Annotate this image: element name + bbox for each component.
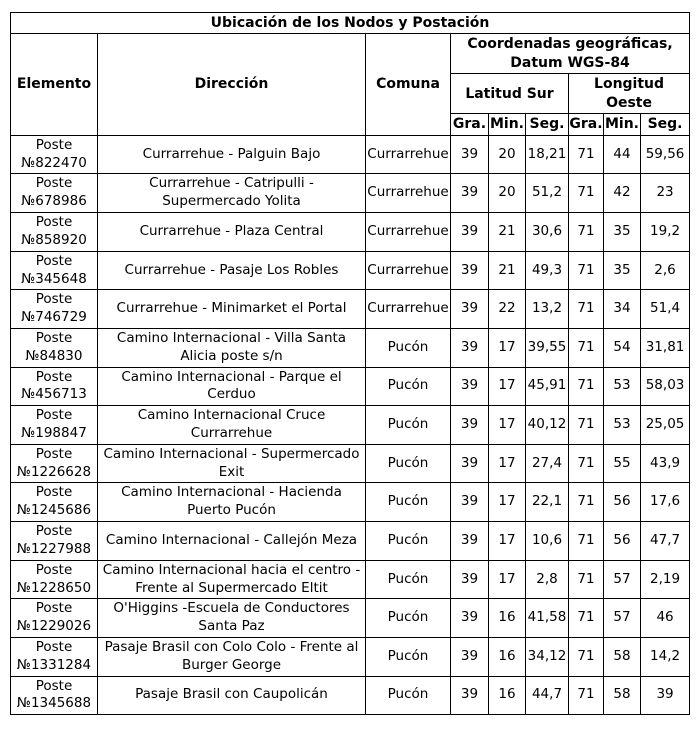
cell-comuna: Pucón	[366, 483, 451, 522]
cell-lat-seg: 39,55	[526, 328, 569, 367]
cell-lat-seg: 30,6	[526, 213, 569, 252]
cell-elemento: Poste №84830	[11, 328, 98, 367]
cell-lat-min: 17	[489, 483, 526, 522]
table-row	[11, 290, 690, 329]
table-title: Ubicación de los Nodos y Postación	[11, 13, 690, 34]
cell-lat-gra: 39	[451, 483, 489, 522]
cell-lat-seg: 44,7	[526, 676, 569, 715]
cell-elemento: Poste №1345688	[11, 676, 98, 715]
cell-lon-seg: 25,05	[641, 406, 690, 445]
cell-lat-seg: 2,8	[526, 560, 569, 599]
cell-elemento: Poste №1227988	[11, 522, 98, 561]
cell-lat-min: 17	[489, 444, 526, 483]
cell-lon-min: 42	[604, 174, 641, 213]
cell-lat-gra: 39	[451, 135, 489, 174]
cell-lat-gra: 39	[451, 367, 489, 406]
cell-lat-gra: 39	[451, 328, 489, 367]
cell-elemento: Poste №822470	[11, 135, 98, 174]
col-header-lat-gra: Gra.	[451, 114, 489, 135]
cell-elemento: Poste №345648	[11, 251, 98, 290]
cell-lon-gra: 71	[569, 599, 604, 638]
cell-lat-seg: 13,2	[526, 290, 569, 329]
col-header-coordenadas: Coordenadas geográficas, Datum WGS-84	[451, 34, 690, 74]
cell-lon-min: 44	[604, 135, 641, 174]
col-header-lon-min: Min.	[604, 114, 641, 135]
cell-comuna: Pucón	[366, 367, 451, 406]
col-header-longitud-oeste: Longitud Oeste	[569, 74, 690, 114]
cell-lat-min: 17	[489, 367, 526, 406]
col-header-latitud-sur: Latitud Sur	[451, 74, 569, 114]
cell-direccion: O'Higgins -Escuela de Conductores Santa Paz	[98, 599, 366, 638]
cell-lon-min: 58	[604, 676, 641, 715]
cell-elemento: Poste №456713	[11, 367, 98, 406]
col-header-comuna: Comuna	[366, 34, 451, 135]
cell-lon-gra: 71	[569, 367, 604, 406]
table-row	[11, 406, 690, 445]
cell-direccion: Camino Internacional Cruce Currarrehue	[98, 406, 366, 445]
table-row	[11, 522, 690, 561]
cell-comuna: Pucón	[366, 637, 451, 676]
cell-lat-seg: 18,21	[526, 135, 569, 174]
cell-direccion: Currarrehue - Minimarket el Portal	[98, 290, 366, 329]
table-row	[11, 251, 690, 290]
cell-lon-gra: 71	[569, 483, 604, 522]
cell-lat-min: 17	[489, 522, 526, 561]
cell-lat-min: 20	[489, 174, 526, 213]
cell-direccion: Camino Internacional - Hacienda Puerto Pucón	[98, 483, 366, 522]
nodos-postacion-table	[10, 12, 690, 715]
cell-lat-min: 17	[489, 560, 526, 599]
cell-direccion: Camino Internacional - Callejón Meza	[98, 522, 366, 561]
col-header-direccion: Dirección	[98, 34, 366, 135]
title-row	[11, 13, 690, 34]
cell-lon-gra: 71	[569, 290, 604, 329]
cell-lat-seg: 51,2	[526, 174, 569, 213]
cell-direccion: Camino Internacional - Parque el Cerduo	[98, 367, 366, 406]
table-body	[11, 135, 690, 714]
cell-lon-seg: 14,2	[641, 637, 690, 676]
cell-lon-gra: 71	[569, 637, 604, 676]
table-row	[11, 328, 690, 367]
col-header-lon-seg: Seg.	[641, 114, 690, 135]
table-row	[11, 444, 690, 483]
cell-lon-min: 35	[604, 213, 641, 252]
cell-lon-seg: 19,2	[641, 213, 690, 252]
cell-lat-seg: 41,58	[526, 599, 569, 638]
cell-lat-seg: 10,6	[526, 522, 569, 561]
cell-direccion: Currarrehue - Plaza Central	[98, 213, 366, 252]
cell-comuna: Currarrehue	[366, 213, 451, 252]
cell-lon-seg: 46	[641, 599, 690, 638]
cell-lon-min: 56	[604, 483, 641, 522]
cell-lon-min: 53	[604, 367, 641, 406]
cell-lon-min: 53	[604, 406, 641, 445]
cell-lon-seg: 47,7	[641, 522, 690, 561]
cell-direccion: Camino Internacional - Supermercado Exit	[98, 444, 366, 483]
table-row	[11, 637, 690, 676]
cell-elemento: Poste №858920	[11, 213, 98, 252]
cell-lat-min: 16	[489, 599, 526, 638]
cell-comuna: Currarrehue	[366, 174, 451, 213]
cell-lat-seg: 40,12	[526, 406, 569, 445]
cell-lon-seg: 31,81	[641, 328, 690, 367]
table-row	[11, 483, 690, 522]
cell-lat-gra: 39	[451, 637, 489, 676]
cell-elemento: Poste №1245686	[11, 483, 98, 522]
cell-lon-gra: 71	[569, 251, 604, 290]
table-row	[11, 174, 690, 213]
cell-elemento: Poste №1331284	[11, 637, 98, 676]
cell-lon-seg: 2,6	[641, 251, 690, 290]
cell-lon-gra: 71	[569, 135, 604, 174]
cell-lat-min: 16	[489, 637, 526, 676]
cell-lat-gra: 39	[451, 251, 489, 290]
cell-lon-seg: 59,56	[641, 135, 690, 174]
col-header-elemento: Elemento	[11, 34, 98, 135]
cell-lat-min: 20	[489, 135, 526, 174]
cell-elemento: Poste №1226628	[11, 444, 98, 483]
cell-lat-gra: 39	[451, 174, 489, 213]
cell-lon-seg: 39	[641, 676, 690, 715]
cell-direccion: Camino Internacional - Villa Santa Alicia poste s/n	[98, 328, 366, 367]
cell-lat-min: 21	[489, 251, 526, 290]
table-row	[11, 599, 690, 638]
table-row	[11, 213, 690, 252]
col-header-lat-seg: Seg.	[526, 114, 569, 135]
cell-elemento: Poste №198847	[11, 406, 98, 445]
cell-lon-min: 57	[604, 560, 641, 599]
cell-lon-gra: 71	[569, 174, 604, 213]
cell-direccion: Currarrehue - Palguin Bajo	[98, 135, 366, 174]
cell-comuna: Pucón	[366, 676, 451, 715]
cell-lat-seg: 27,4	[526, 444, 569, 483]
cell-direccion: Pasaje Brasil con Colo Colo - Frente al Burger George	[98, 637, 366, 676]
cell-lon-gra: 71	[569, 406, 604, 445]
cell-comuna: Currarrehue	[366, 135, 451, 174]
cell-comuna: Currarrehue	[366, 290, 451, 329]
cell-elemento: Poste №678986	[11, 174, 98, 213]
cell-lat-gra: 39	[451, 213, 489, 252]
cell-lat-seg: 45,91	[526, 367, 569, 406]
cell-lon-gra: 71	[569, 560, 604, 599]
header-row-top	[11, 34, 690, 74]
cell-comuna: Pucón	[366, 560, 451, 599]
table-row	[11, 560, 690, 599]
cell-lon-min: 55	[604, 444, 641, 483]
cell-lat-min: 22	[489, 290, 526, 329]
cell-lat-gra: 39	[451, 676, 489, 715]
cell-lon-gra: 71	[569, 676, 604, 715]
cell-direccion: Currarrehue - Catripulli - Supermercado Yolita	[98, 174, 366, 213]
cell-lat-gra: 39	[451, 290, 489, 329]
cell-lat-gra: 39	[451, 406, 489, 445]
cell-lon-gra: 71	[569, 328, 604, 367]
cell-elemento: Poste №1228650	[11, 560, 98, 599]
cell-lat-seg: 49,3	[526, 251, 569, 290]
cell-lat-min: 16	[489, 676, 526, 715]
cell-comuna: Pucón	[366, 328, 451, 367]
cell-elemento: Poste №1229026	[11, 599, 98, 638]
cell-comuna: Pucón	[366, 406, 451, 445]
cell-lon-min: 57	[604, 599, 641, 638]
cell-lat-seg: 34,12	[526, 637, 569, 676]
cell-lon-min: 34	[604, 290, 641, 329]
cell-direccion: Pasaje Brasil con Caupolicán	[98, 676, 366, 715]
cell-lat-gra: 39	[451, 522, 489, 561]
table-row	[11, 676, 690, 715]
cell-lon-gra: 71	[569, 444, 604, 483]
cell-lon-seg: 51,4	[641, 290, 690, 329]
cell-lat-min: 21	[489, 213, 526, 252]
cell-lat-min: 17	[489, 328, 526, 367]
cell-comuna: Pucón	[366, 522, 451, 561]
cell-lon-seg: 17,6	[641, 483, 690, 522]
cell-comuna: Currarrehue	[366, 251, 451, 290]
cell-lon-min: 56	[604, 522, 641, 561]
cell-lon-min: 35	[604, 251, 641, 290]
cell-comuna: Pucón	[366, 444, 451, 483]
col-header-lon-gra: Gra.	[569, 114, 604, 135]
cell-lat-min: 17	[489, 406, 526, 445]
cell-lon-seg: 2,19	[641, 560, 690, 599]
cell-lon-min: 54	[604, 328, 641, 367]
cell-lat-gra: 39	[451, 444, 489, 483]
cell-lon-min: 58	[604, 637, 641, 676]
cell-direccion: Camino Internacional hacia el centro - Frente al Supermercado Eltit	[98, 560, 366, 599]
cell-lon-seg: 58,03	[641, 367, 690, 406]
cell-comuna: Pucón	[366, 599, 451, 638]
cell-elemento: Poste №746729	[11, 290, 98, 329]
col-header-lat-min: Min.	[489, 114, 526, 135]
table-row	[11, 367, 690, 406]
cell-lat-gra: 39	[451, 599, 489, 638]
cell-lat-gra: 39	[451, 560, 489, 599]
cell-lon-seg: 43,9	[641, 444, 690, 483]
cell-lat-seg: 22,1	[526, 483, 569, 522]
cell-lon-gra: 71	[569, 213, 604, 252]
cell-lon-gra: 71	[569, 522, 604, 561]
table-row	[11, 135, 690, 174]
cell-lon-seg: 23	[641, 174, 690, 213]
cell-direccion: Currarrehue - Pasaje Los Robles	[98, 251, 366, 290]
